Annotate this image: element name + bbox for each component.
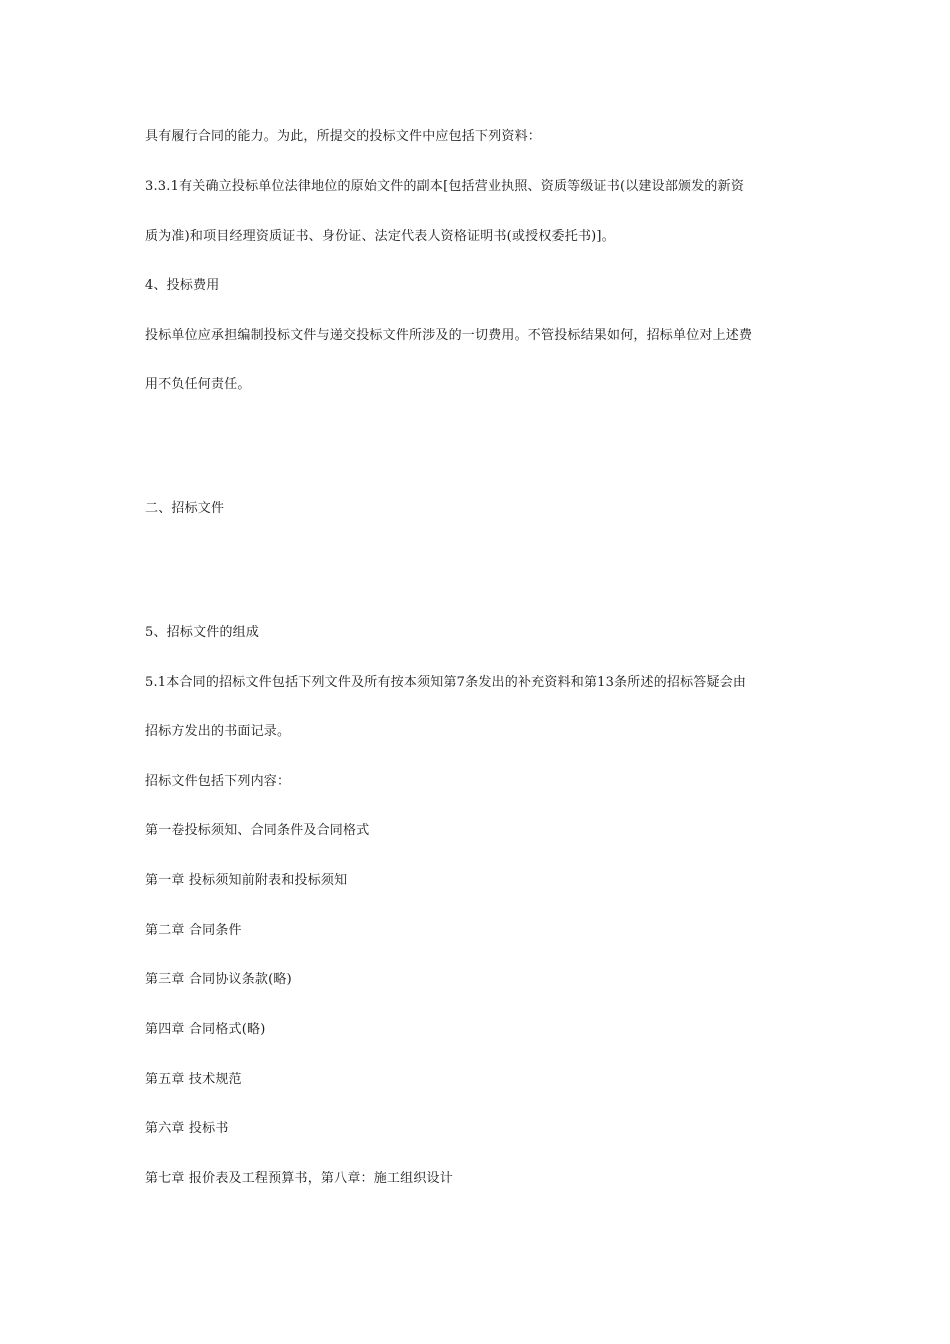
list-item-chapter-6: 第六章 投标书 [145,1121,229,1136]
text-line-clause-3-3-1-cont: 质为准)和项目经理资质证书、身份证、法定代表人资格证明书(或授权委托书)]。 [145,229,615,244]
text-line-clause-3-3-1: 3.3.1有关确立投标单位法律地位的原始文件的副本[包括营业执照、资质等级证书(以建设部颁发的新资 [145,179,745,194]
text-line-clause-5-1-cont: 招标方发出的书面记录。 [145,724,291,739]
text-line-bid-cost-cont: 用不负任何责任。 [145,377,251,392]
list-item-volume-1: 第一卷投标须知、合同条件及合同格式 [145,823,370,838]
text-line-bid-cost: 投标单位应承担编制投标文件与递交投标文件所涉及的一切费用。不管投标结果如何，招标单位对上述费 [145,328,753,343]
section-heading-composition: 5、招标文件的组成 [145,625,260,640]
list-item-chapter-3: 第三章 合同协议条款(略) [145,972,292,987]
list-item-chapter-2: 第二章 合同条件 [145,923,242,938]
list-item-chapter-1: 第一章 投标须知前附表和投标须知 [145,873,348,888]
text-line-contents-intro: 招标文件包括下列内容： [145,774,291,789]
list-item-chapter-7-8: 第七章 报价表及工程预算书，第八章：施工组织设计 [145,1171,453,1186]
section-heading-bid-cost: 4、投标费用 [145,278,220,293]
chapter-heading-tender-documents: 二、招标文件 [145,501,225,516]
list-item-chapter-4: 第四章 合同格式(略) [145,1022,266,1037]
text-line-clause-5-1: 5.1本合同的招标文件包括下列文件及所有按本须知第7条发出的补充资料和第13条所述的招标答疑会由 [145,675,747,690]
list-item-chapter-5: 第五章 技术规范 [145,1072,242,1087]
text-line-qualification-intro: 具有履行合同的能力。为此，所提交的投标文件中应包括下列资料： [145,129,542,144]
